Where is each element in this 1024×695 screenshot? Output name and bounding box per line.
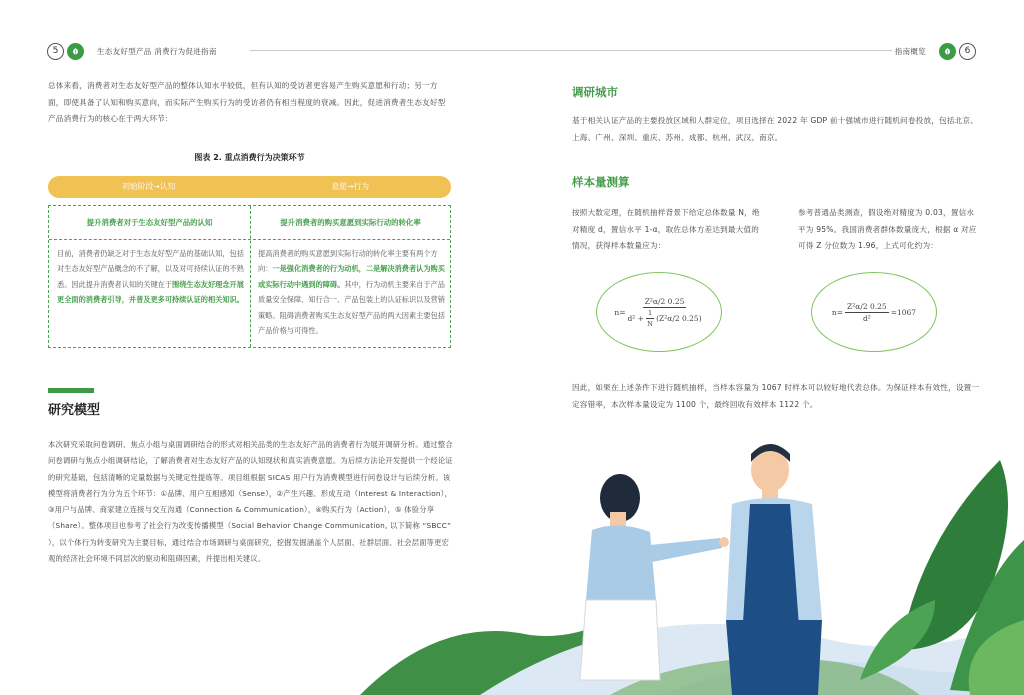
table-cell-conversion: 提高消费者的购买意愿到实际行动的转化率主要有两个方向：一是强化消费者的行为动机，二是解决消费者认为购买或实际行动中遇到的障碍。其中，行为动机主要来自于产品质量安全保障、知行合一、产品包装上的认证标识以及营销策略。阻碍消费者购买生态友好型产品的两大因素主要包括产品价格与可得性。 <box>258 249 445 336</box>
sample-paragraph-right: 参考普通品类测查，假设绝对精度为 0.03，置信水平为 95%。我国消费者群体数量庞大，根据 α 对应可得 Z 分位数为 1.96，上式可化约为： <box>798 208 977 250</box>
sample-conclusion: 因此，如果在上述条件下进行随机抽样，当样本容量为 1067 时样本可以较好地代表总体。为保证样本有效性，设置一定容错率，本次样本量设定为 1100 个，最终回收有效样本 1122 个。 <box>572 383 980 409</box>
header-divider <box>250 50 892 51</box>
leaf-icon <box>67 43 84 60</box>
section-accent-bar <box>48 388 94 393</box>
page-number-left: 5 <box>47 43 64 60</box>
man-figure <box>726 444 822 695</box>
formula-simplified-ellipse <box>811 272 937 352</box>
formula-general-ellipse <box>596 272 722 352</box>
header-right-title: 指南概览 <box>894 46 926 56</box>
section-title-sample: 样本量测算 <box>572 175 630 189</box>
cities-paragraph: 基于相关认证产品的主要投放区域和人群定位，项目选择在 2022 年 GDP 前十强城市进行随机问卷投放，包括北京、上海、广州、深圳、重庆、苏州、成都、杭州、武汉、南京。 <box>572 116 978 142</box>
stage-pill-right: 意愿→行为 <box>331 182 370 191</box>
stage-pill <box>48 176 451 198</box>
header-left-title: 生态友好型产品 消费行为促进指南 <box>97 46 217 56</box>
intro-paragraph: 总体来看，消费者对生态友好型产品的整体认知水平较低，但有认知的受访者更容易产生购买意愿和行动；另一方面，即使具备了认知和购买意向，而实际产生购买行为的受访者仍有相当程度的衰减。因此，促进消费者生态友好型产品消费行为的核心在于两大环节： <box>48 81 446 123</box>
table-header-conversion: 提升消费者的购买意愿到实际行动的转化率 <box>280 218 421 227</box>
page-number-right: 6 <box>959 43 976 60</box>
stage-pill-left: 初始阶段→认知 <box>122 182 176 191</box>
table-cell-awareness: 目前，消费者仍缺乏对于生态友好型产品的基础认知，包括对生态友好型产品概念的不了解，以及对可持续认证的不熟悉。因此提升消费者认知的关键在于围绕生态友好理念开展更全面的消费者引导，并普及更多可持续认证的相关知识。 <box>57 249 244 305</box>
section-title-model: 研究模型 <box>48 403 101 418</box>
formula-general: n= Z²α/2 0.25 d² + $\frac{1}{N}$ (Z²α/2 0.25) <box>614 296 702 328</box>
interview-illustration <box>360 420 1024 695</box>
figure-title: 图表 2. 重点消费行为决策环节 <box>194 153 305 162</box>
decision-table <box>48 205 451 348</box>
section-title-cities: 调研城市 <box>572 85 618 99</box>
sample-paragraph-left: 按照大数定理，在随机抽样背景下给定总体数量 N，绝对精度 d，置信水平 1-α，取佐总体方差达到最大值的情况，获得样本数量应为： <box>572 208 760 250</box>
formula-simplified: n= $\frac{\text{Z²α/2 0.25}}{\text{d²}}$ =1067 <box>831 301 917 323</box>
header-right <box>895 40 976 62</box>
table-header-awareness: 提升消费者对于生态友好型产品的认知 <box>86 218 213 227</box>
leaf-icon <box>939 43 956 60</box>
model-paragraph: 本次研究采取问卷调研、焦点小组与桌面调研结合的形式对相关品类的生态友好产品的消费者行为展开调研分析。通过整合问卷调研与焦点小组调研结论，了解消费者对生态友好产品的认知现状和真实消费意愿。为后续方法论开发提供一个经论证的研究基础，包括清晰的定量数据与关键定性提炼等。项目组根据 SICAS 用户行为消费模型进行问卷设计与后续分析。该模型将消费者行为分为五个环节：①品牌、用户互相感知（Sense），②产生兴趣、形成互动（Interest & Interaction），③用户与品牌、商家建立连接与交互沟通（Connection & Communication），④购买行为（Action），⑤ 体验分享（Share）。整体项目也参考了社会行为改变传播模型（Social Behavior Change Communication, 以下简称 “SBCC” ），以个体行为转变研究为主要目标，通过结合市场调研与桌面研究，挖掘发掘涵盖个人层面、社群层面、社会层面等更宏观的经济社会环境不同层次的驱动和阻碍因素，并提出相关建议。 <box>48 440 453 564</box>
header-left <box>47 40 217 62</box>
